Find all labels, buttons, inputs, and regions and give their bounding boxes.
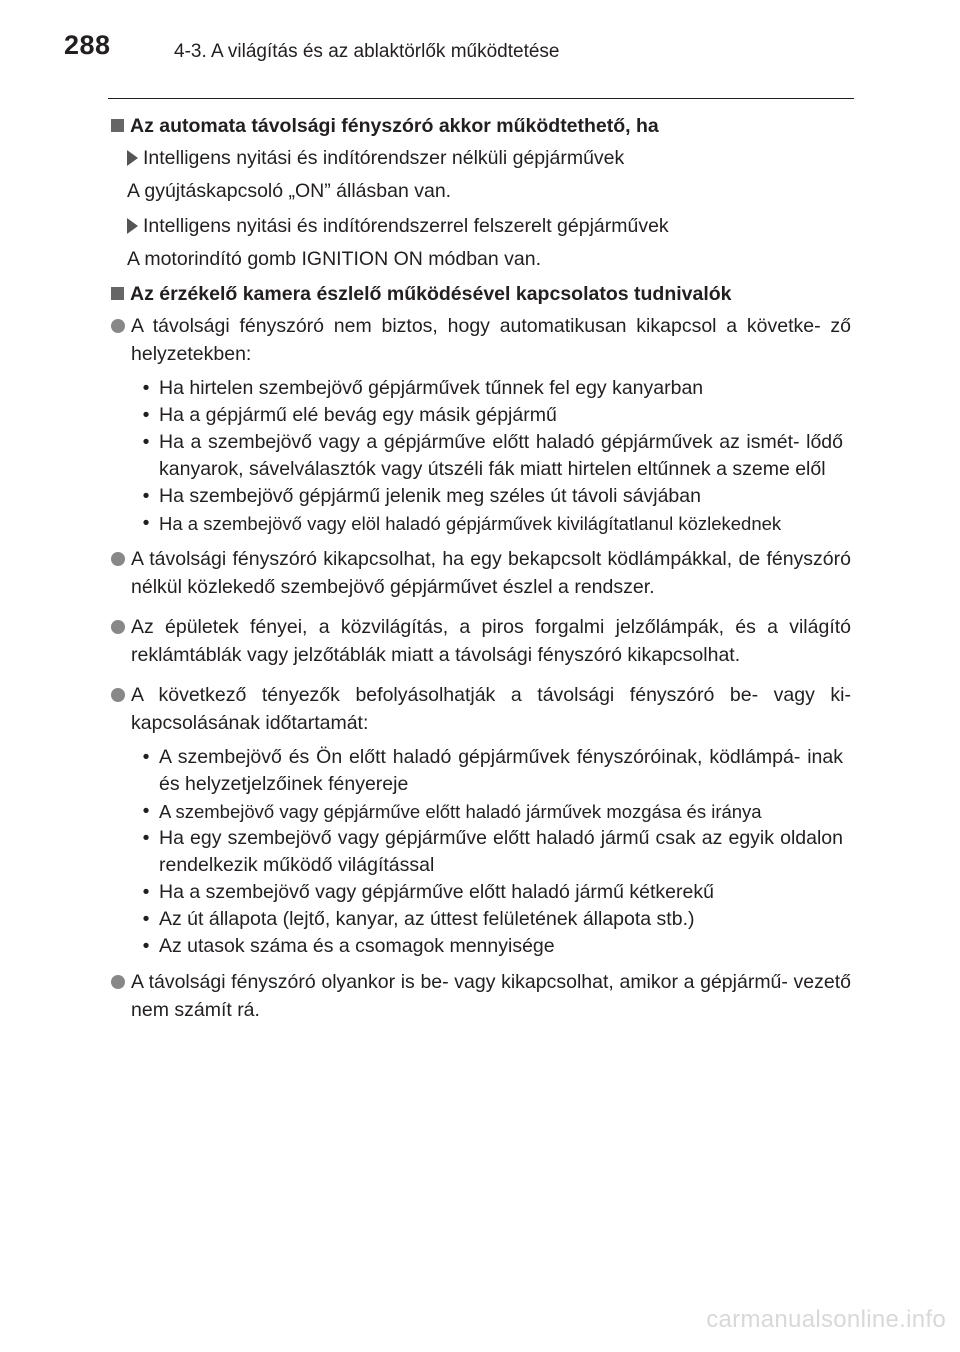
- list-item: [111, 681, 854, 737]
- bullet-item: • A szembejövő és Ön előtt haladó gépjárművek fényszóróinak, ködlámpá- inak és helyzetjelzőinek fényereje: [133, 744, 854, 798]
- bullet-text: Ha hirtelen szembejövő gépjárművek tűnnek fel egy kanyarban: [159, 377, 704, 399]
- variant1: [127, 144, 854, 172]
- list-item: [111, 613, 854, 669]
- bullet-text: Ha a szembejövő vagy elöl haladó gépjárművek kivilágítatlanul közlekednek: [159, 513, 782, 534]
- bullet-item: • Ha a szembejövő vagy gépjárműve előtt haladó jármű kétkerekű: [133, 879, 854, 906]
- square-bullet-icon: [111, 287, 124, 300]
- bullet-list: [133, 744, 854, 960]
- variant1-label: Intelligens nyitási és indítórendszer nélküli gépjárművek: [143, 147, 625, 169]
- triangle-bullet-icon: [127, 218, 138, 234]
- circle-bullet-icon: [111, 688, 125, 702]
- bullet-item: • Ha egy szembejövő vagy gépjárműve előtt haladó jármű csak az egyik oldalon rendelkezik működő világítással: [133, 825, 854, 879]
- section1-heading: [108, 112, 854, 140]
- chapter-title: 4-3. A világítás és az ablaktörlők működtetése: [174, 41, 560, 62]
- bullet-text: Ha a szembejövő vagy a gépjárműve előtt haladó gépjárművek az ismét- lődő kanyarok, sávelválasztók vagy útszéli fák miatt hirtelen eltűnnek a szeme elől: [159, 431, 843, 480]
- list-item-text: A távolsági fényszóró olyankor is be- vagy kikapcsolhat, amikor a gépjármű- vezető nem számít rá.: [131, 971, 851, 1021]
- bullet-text: A szembejövő vagy gépjárműve előtt haladó járművek mozgása és iránya: [159, 801, 762, 822]
- list-item-text: Az épületek fényei, a közvilágítás, a piros forgalmi jelzőlámpák, és a világító reklámtáblák vagy jelzőtáblák miatt a távolsági fényszóró kikapcsolhat.: [131, 616, 851, 666]
- variant1-text: A gyújtáskapcsoló „ON” állásban van.: [127, 180, 452, 202]
- bullet-text: Ha szembejövő gépjármű jelenik meg széles út távoli sávjában: [159, 485, 701, 507]
- bullet-item: • Ha a gépjármű elé bevág egy másik gépjármű: [133, 402, 854, 429]
- variant2-label: Intelligens nyitási és indítórendszerrel felszerelt gépjárművek: [143, 215, 669, 237]
- list-item: [111, 545, 854, 601]
- bullet-item: • Ha hirtelen szembejövő gépjárművek tűnnek fel egy kanyarban: [133, 375, 854, 402]
- list-item-text: A távolsági fényszóró nem biztos, hogy automatikusan kikapcsol a követke- ző helyzetekben:: [131, 315, 851, 365]
- list-item: [111, 968, 854, 1024]
- circle-bullet-icon: [111, 552, 125, 566]
- bullet-text: Az utasok száma és a csomagok mennyisége: [159, 935, 555, 957]
- variant2: [127, 212, 854, 240]
- list-item: [111, 312, 854, 368]
- bullet-text: Ha a gépjármű elé bevág egy másik gépjármű: [159, 404, 557, 426]
- bullet-item: • Ha a szembejövő vagy elöl haladó gépjárművek kivilágítatlanul közlekednek: [133, 510, 854, 537]
- bullet-item: • Az út állapota (lejtő, kanyar, az úttest felületének állapota stb.): [133, 906, 854, 933]
- triangle-bullet-icon: [127, 150, 138, 166]
- bullet-text: A szembejövő és Ön előtt haladó gépjárművek fényszóróinak, ködlámpá- inak és helyzetjelzőinek fényereje: [159, 746, 843, 795]
- circle-bullet-icon: [111, 975, 125, 989]
- page-number: 288: [64, 30, 111, 60]
- square-bullet-icon: [111, 119, 124, 132]
- header-rule: [108, 98, 854, 99]
- section1-title: Az automata távolsági fényszóró akkor működtethető, ha: [130, 115, 659, 137]
- bullet-item: • Az utasok száma és a csomagok mennyisége: [133, 933, 854, 960]
- watermark: carmanualsonline.info: [706, 1306, 946, 1333]
- list-item-text: A következő tényezők befolyásolhatják a távolsági fényszóró be- vagy ki- kapcsolásának időtartamát:: [131, 684, 851, 734]
- section2-title: Az érzékelő kamera észlelő működésével kapcsolatos tudnivalók: [130, 283, 732, 305]
- list-item-text: A távolsági fényszóró kikapcsolhat, ha egy bekapcsolt ködlámpákkal, de fényszóró nélkül közlekedő szembejövő gépjárművet észlel a rendszer.: [131, 548, 851, 598]
- circle-bullet-icon: [111, 319, 125, 333]
- page-content: [108, 112, 854, 1024]
- bullet-text: Ha egy szembejövő vagy gépjárműve előtt haladó jármű csak az egyik oldalon rendelkezik működő világítással: [159, 827, 843, 876]
- bullet-item: • Ha szembejövő gépjármű jelenik meg széles út távoli sávjában: [133, 483, 854, 510]
- circle-bullet-icon: [111, 620, 125, 634]
- bullet-item: • A szembejövő vagy gépjárműve előtt haladó járművek mozgása és iránya: [133, 798, 854, 825]
- bullet-text: Az út állapota (lejtő, kanyar, az úttest felületének állapota stb.): [159, 908, 695, 930]
- bullet-text: Ha a szembejövő vagy gépjárműve előtt haladó jármű kétkerekű: [159, 881, 714, 903]
- bullet-item: • Ha a szembejövő vagy a gépjárműve előtt haladó gépjárművek az ismét- lődő kanyarok, sávelválasztók vagy útszéli fák miatt hirtelen eltűnnek a szeme elől: [133, 429, 854, 483]
- bullet-list: [133, 375, 854, 537]
- section2-heading: [108, 280, 854, 308]
- variant2-text: A motorindító gomb IGNITION ON módban van.: [127, 248, 542, 270]
